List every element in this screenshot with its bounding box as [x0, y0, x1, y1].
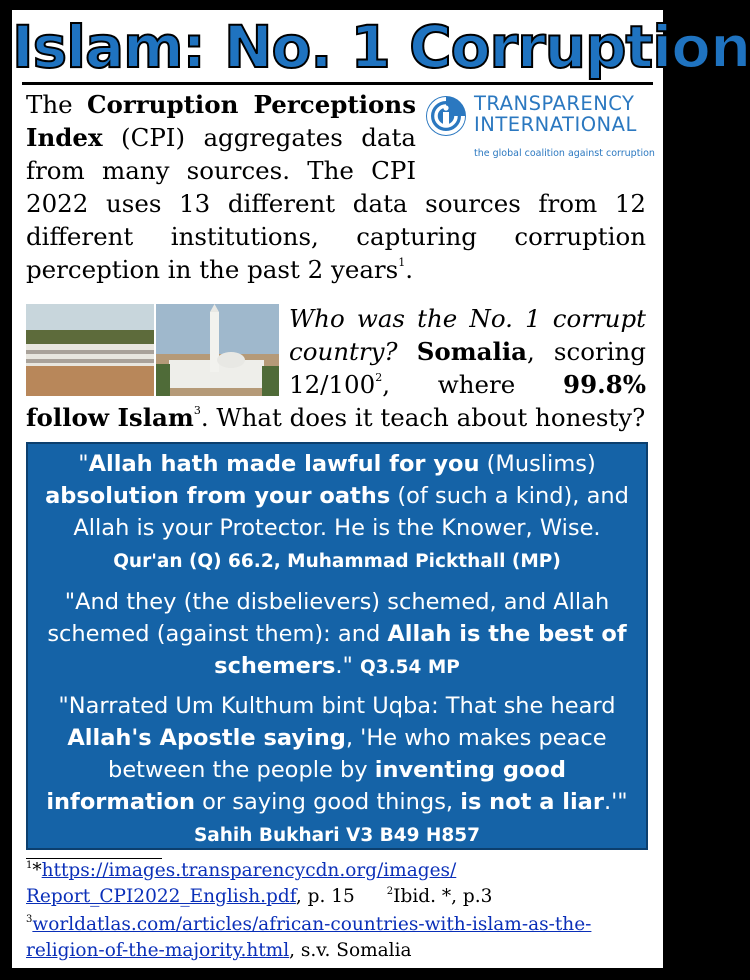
footnote-ref: 1	[398, 256, 406, 269]
intro-text: The	[26, 90, 88, 119]
poster-card	[12, 10, 750, 968]
intro-paragraph	[26, 88, 655, 286]
quote-source: Qur'an (Q) 66.2, Muhammad Pickthall (MP)	[113, 551, 561, 572]
footnote-2-number: 2	[386, 886, 394, 897]
title-divider	[22, 82, 653, 85]
footnote-3-cont: religion-of-the-majority.html, s.v. Somalia	[26, 940, 412, 961]
cpi-name: Corruption Perceptions Index	[26, 90, 416, 152]
quote-source: Sahih Bukhari V3 B49 H857	[193, 825, 481, 846]
footnote-link[interactable]: religion-of-the-majority.html	[26, 940, 290, 961]
quote-quran-3-54: "And they (the disbelievers) schemed, and Allah schemed (against them): and Allah is the best of schemers." Q3.54 MP	[47, 589, 627, 679]
quote-source: Q3.54 MP	[360, 657, 460, 678]
footnote-link[interactable]: https://images.transparencycdn.org/images/	[41, 860, 457, 881]
footnote-link[interactable]: worldatlas.com/articles/african-countries-with-islam-as-the-	[32, 914, 592, 935]
crowd-praying-photo	[26, 304, 154, 396]
logo-name-line2: INTERNATIONAL	[474, 113, 637, 136]
quote-quran-66-2: "Allah hath made lawful for you (Muslims) absolution from your oaths (of such a kind), and Allah is your Protector. He is the Knower, Wise. Qur'an (Q) 66.2, Muhammad Pickthall (MP)	[45, 451, 629, 572]
footnote-2: Ibid. *, p.3	[393, 886, 493, 907]
footnote-1-cont: Report_CPI2022_English.pdf, p. 15 $^2$Ibid. *, p.3	[26, 886, 493, 907]
logo-name-line1: TRANSPARENCY	[474, 92, 635, 115]
question-text: Who was the No. 1 corrupt country?	[289, 304, 646, 366]
footnote-ref: 3	[193, 404, 201, 417]
score-text: , scoring 12/100	[289, 337, 646, 399]
white-mosque-photo	[156, 304, 279, 396]
page-title: Islam: No. 1 Corruption	[12, 13, 750, 81]
somalia-paragraph: Who was the No. 1 corrupt country? Somalia, scoring $12/100^2$, where 99.8% follow Islam$^3$. What does it teach about honesty?	[26, 304, 646, 432]
country-name: Somalia	[416, 337, 528, 366]
transparency-international-logo	[424, 92, 655, 159]
quote-bukhari: "Narrated Um Kulthum bint Uqba: That she heard Allah's Apostle saying, 'He who makes peace between the people by inventing good information or saying good things, is not a liar.'" Sahih Bukhari V3 B49 H857	[46, 693, 628, 846]
footnote-1: $^1$*https://images.transparencycdn.org/images/	[26, 860, 457, 881]
footnote-3: $^3$worldatlas.com/articles/african-countries-with-islam-as-the-	[26, 914, 592, 935]
closing-question: . What does it teach about honesty?	[200, 403, 646, 432]
footnote-link[interactable]: Report_CPI2022_English.pdf	[26, 886, 296, 907]
photo-strip	[26, 304, 279, 396]
ti-globe-icon	[424, 94, 468, 138]
percentage-text: 99.8% follow Islam	[26, 370, 646, 432]
intro-text: (CPI) aggregates data from many sources. The CPI 2022 uses 13 different data sources from 12 different institutions, capturing corruption perception in the past 2 years	[26, 123, 646, 284]
footnote-ref: 2	[375, 371, 383, 384]
logo-tagline: the global coalition against corruption	[474, 148, 655, 159]
intro-text: .	[405, 255, 414, 284]
quotes-box	[26, 442, 648, 850]
